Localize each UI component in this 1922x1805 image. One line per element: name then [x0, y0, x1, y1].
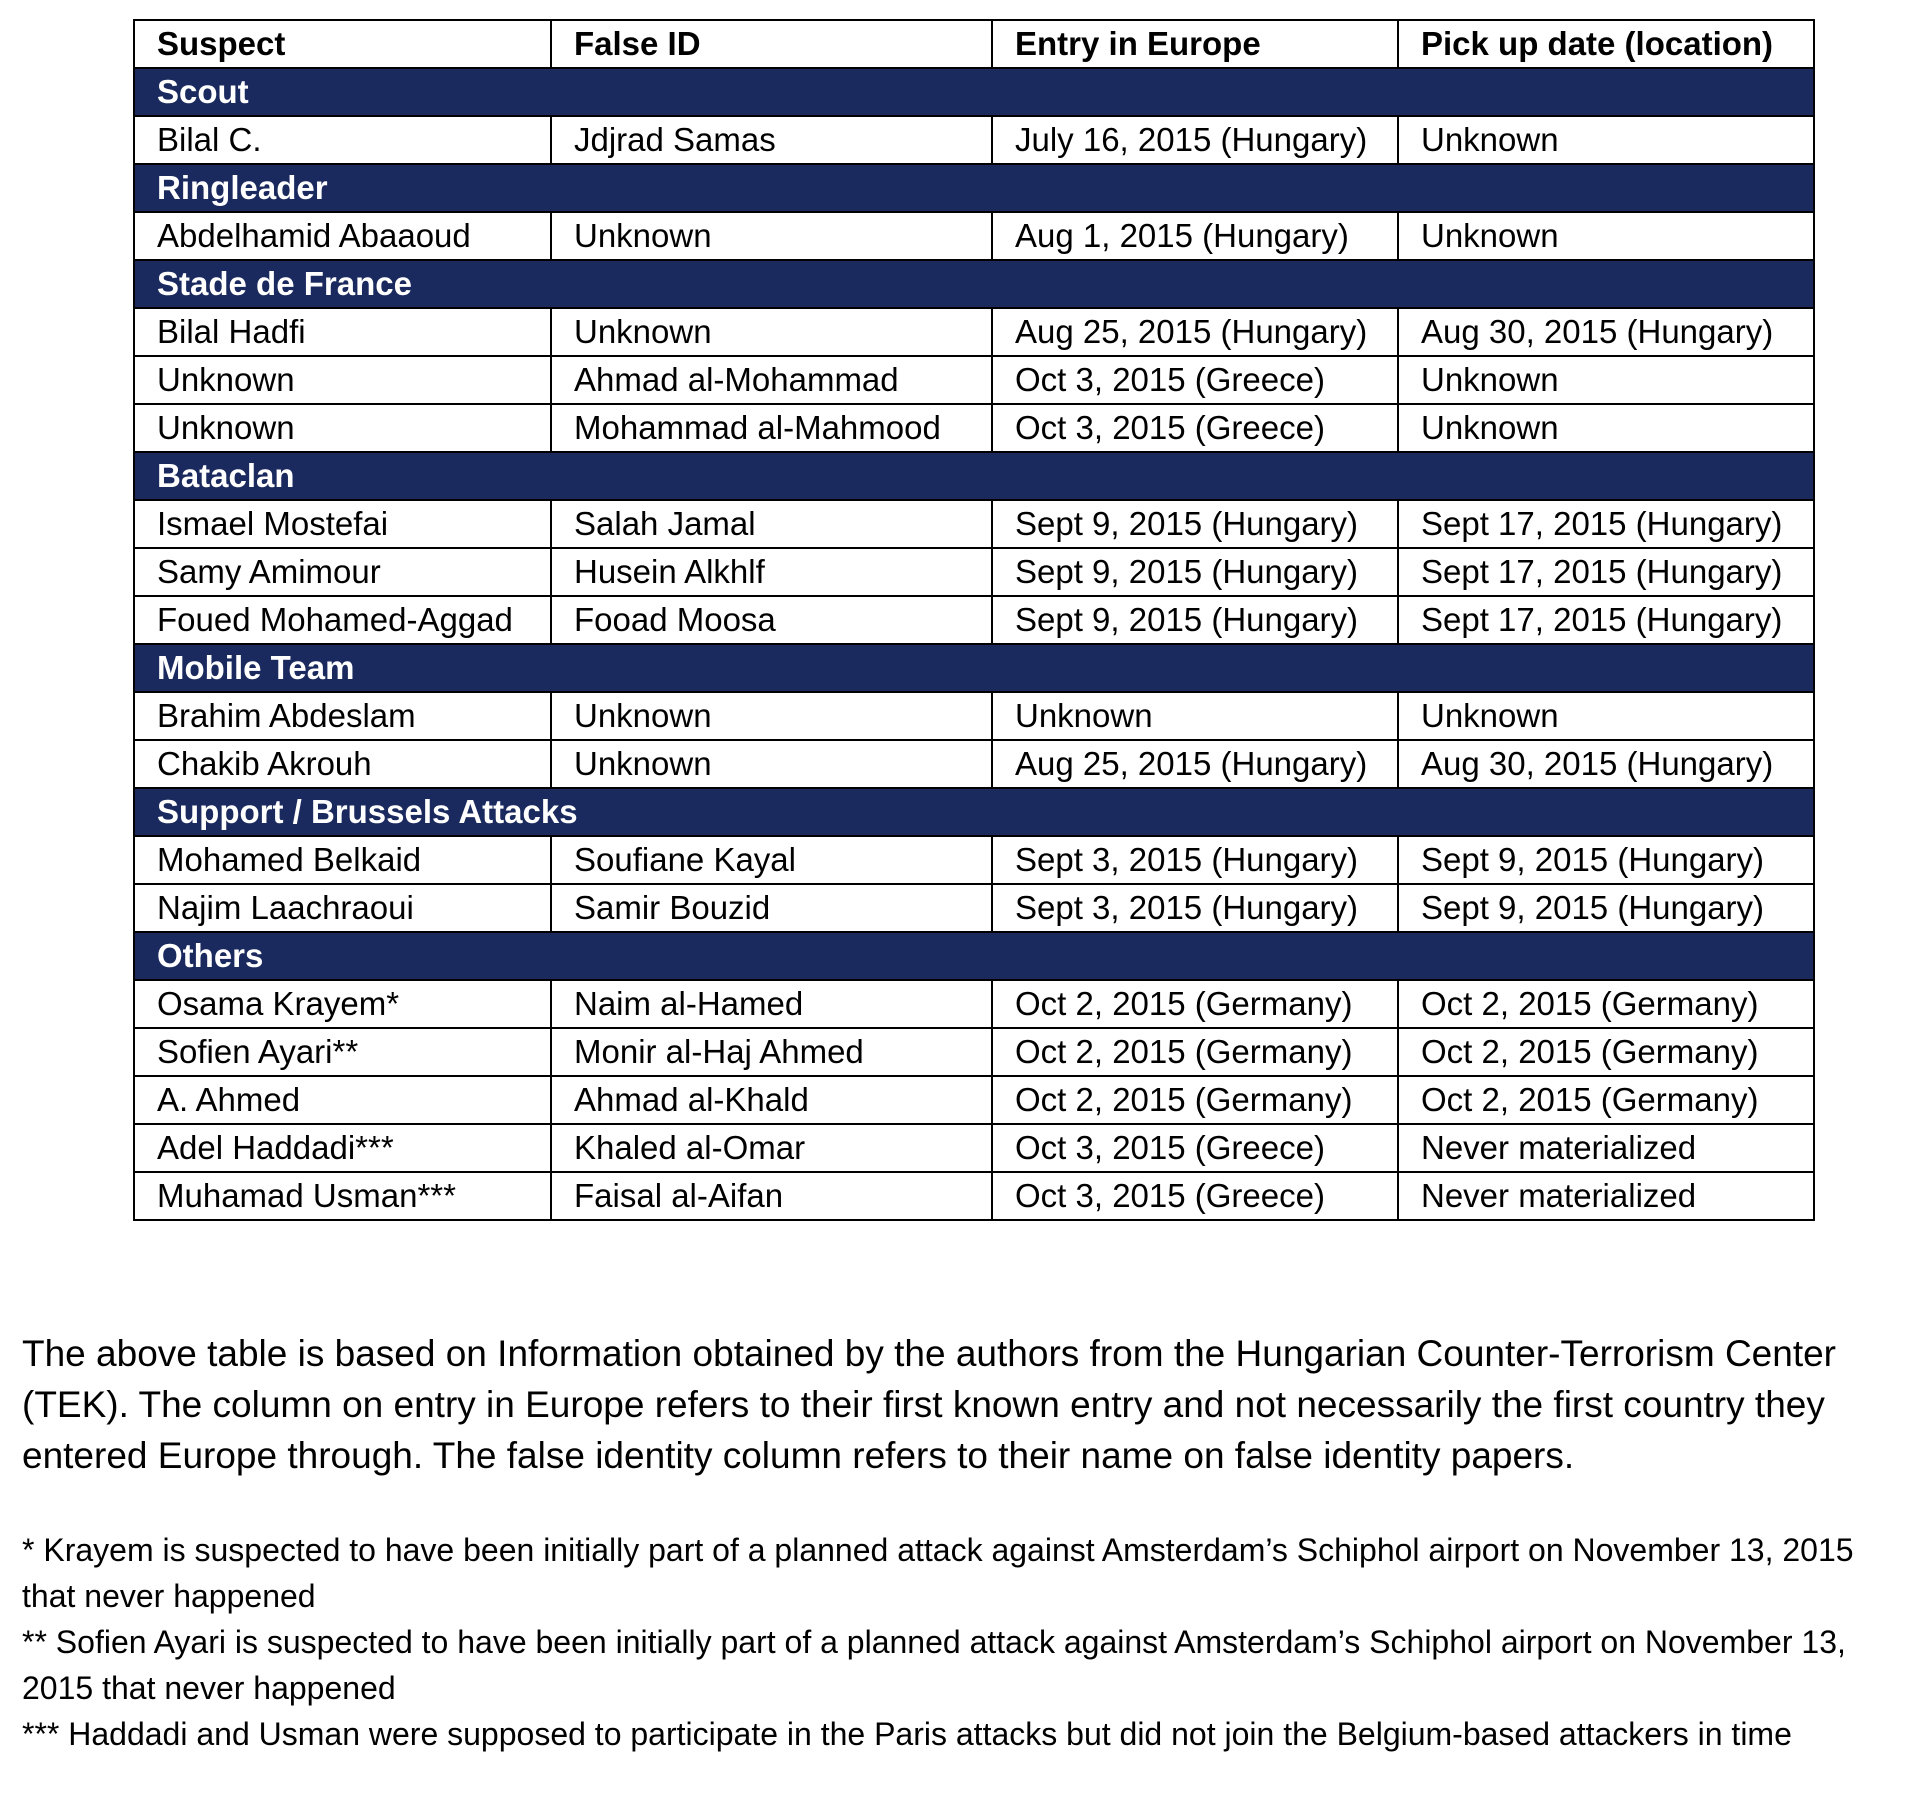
entry-cell: Oct 2, 2015 (Germany): [992, 980, 1398, 1028]
suspect-cell: Najim Laachraoui: [134, 884, 551, 932]
false-id-cell: Unknown: [551, 692, 992, 740]
table-source-note: The above table is based on Information obtained by the authors from the Hungarian Counter-Terrorism Center (TEK). The column on entry in Europe refers to their first known entry and not necessarily the first country they entered Europe through. The false identity column refers to their name on false identity papers.: [22, 1333, 1836, 1476]
table-body: [134, 68, 1814, 1220]
pickup-cell: Sept 17, 2015 (Hungary): [1398, 548, 1814, 596]
suspect-cell: Abdelhamid Abaaoud: [134, 212, 551, 260]
suspects-table: [133, 19, 1815, 1221]
pickup-cell: Unknown: [1398, 404, 1814, 452]
pickup-cell: Sept 9, 2015 (Hungary): [1398, 884, 1814, 932]
group-title: Others: [134, 932, 1814, 980]
group-header-row: [134, 788, 1814, 836]
table-row: [134, 212, 1814, 260]
suspect-cell: Chakib Akrouh: [134, 740, 551, 788]
suspect-cell: Mohamed Belkaid: [134, 836, 551, 884]
false-id-cell: Samir Bouzid: [551, 884, 992, 932]
entry-cell: July 16, 2015 (Hungary): [992, 116, 1398, 164]
false-id-cell: Monir al-Haj Ahmed: [551, 1028, 992, 1076]
header-entry-in-europe: Entry in Europe: [992, 20, 1398, 68]
group-title: Stade de France: [134, 260, 1814, 308]
suspect-cell: Adel Haddadi***: [134, 1124, 551, 1172]
suspect-cell: Brahim Abdeslam: [134, 692, 551, 740]
false-id-cell: Naim al-Hamed: [551, 980, 992, 1028]
entry-cell: Oct 3, 2015 (Greece): [992, 1172, 1398, 1220]
entry-cell: Sept 9, 2015 (Hungary): [992, 500, 1398, 548]
pickup-cell: Aug 30, 2015 (Hungary): [1398, 308, 1814, 356]
suspect-cell: Samy Amimour: [134, 548, 551, 596]
group-header-row: [134, 452, 1814, 500]
table-row: [134, 884, 1814, 932]
footnote-haddadi-usman: *** Haddadi and Usman were supposed to participate in the Paris attacks but did not join the Belgium-based attackers in time: [22, 1716, 1792, 1752]
entry-cell: Sept 9, 2015 (Hungary): [992, 548, 1398, 596]
pickup-cell: Oct 2, 2015 (Germany): [1398, 1076, 1814, 1124]
suspect-cell: Osama Krayem*: [134, 980, 551, 1028]
group-header-row: [134, 260, 1814, 308]
group-title: Support / Brussels Attacks: [134, 788, 1814, 836]
pickup-cell: Oct 2, 2015 (Germany): [1398, 1028, 1814, 1076]
footnote-krayem: * Krayem is suspected to have been initially part of a planned attack against Amsterdam’s Schiphol airport on November 13, 2015 that never happened: [22, 1532, 1854, 1614]
group-header-row: [134, 932, 1814, 980]
table-row: [134, 1172, 1814, 1220]
suspect-cell: Bilal Hadfi: [134, 308, 551, 356]
table-row: [134, 356, 1814, 404]
entry-cell: Aug 25, 2015 (Hungary): [992, 308, 1398, 356]
pickup-cell: Unknown: [1398, 116, 1814, 164]
entry-cell: Sept 9, 2015 (Hungary): [992, 596, 1398, 644]
entry-cell: Oct 2, 2015 (Germany): [992, 1028, 1398, 1076]
false-id-cell: Khaled al-Omar: [551, 1124, 992, 1172]
group-title: Ringleader: [134, 164, 1814, 212]
pickup-cell: Sept 17, 2015 (Hungary): [1398, 596, 1814, 644]
table-row: [134, 692, 1814, 740]
false-id-cell: Unknown: [551, 308, 992, 356]
false-id-cell: Jdjrad Samas: [551, 116, 992, 164]
false-id-cell: Fooad Moosa: [551, 596, 992, 644]
false-id-cell: Unknown: [551, 740, 992, 788]
suspect-cell: Ismael Mostefai: [134, 500, 551, 548]
group-header-row: [134, 164, 1814, 212]
group-title: Bataclan: [134, 452, 1814, 500]
pickup-cell: Aug 30, 2015 (Hungary): [1398, 740, 1814, 788]
header-suspect: Suspect: [134, 20, 551, 68]
pickup-cell: Never materialized: [1398, 1172, 1814, 1220]
header-false-id: False ID: [551, 20, 992, 68]
header-row: [134, 20, 1814, 68]
table-row: [134, 116, 1814, 164]
group-header-row: [134, 68, 1814, 116]
group-header-row: [134, 644, 1814, 692]
entry-cell: Aug 25, 2015 (Hungary): [992, 740, 1398, 788]
entry-cell: Oct 2, 2015 (Germany): [992, 1076, 1398, 1124]
table-row: [134, 596, 1814, 644]
false-id-cell: Soufiane Kayal: [551, 836, 992, 884]
suspect-cell: Muhamad Usman***: [134, 1172, 551, 1220]
table-header: [134, 20, 1814, 68]
entry-cell: Oct 3, 2015 (Greece): [992, 1124, 1398, 1172]
header-pick-up-date: Pick up date (location): [1398, 20, 1814, 68]
entry-cell: Oct 3, 2015 (Greece): [992, 404, 1398, 452]
table-row: [134, 980, 1814, 1028]
entry-cell: Unknown: [992, 692, 1398, 740]
footnote-ayari: ** Sofien Ayari is suspected to have been initially part of a planned attack against Amsterdam’s Schiphol airport on November 13, 2015 that never happened: [22, 1624, 1846, 1706]
suspect-cell: Foued Mohamed-Aggad: [134, 596, 551, 644]
false-id-cell: Unknown: [551, 212, 992, 260]
pickup-cell: Sept 17, 2015 (Hungary): [1398, 500, 1814, 548]
pickup-cell: Sept 9, 2015 (Hungary): [1398, 836, 1814, 884]
false-id-cell: Ahmad al-Khald: [551, 1076, 992, 1124]
table-row: [134, 1124, 1814, 1172]
pickup-cell: Unknown: [1398, 356, 1814, 404]
table-row: [134, 1028, 1814, 1076]
pickup-cell: Unknown: [1398, 212, 1814, 260]
false-id-cell: Husein Alkhlf: [551, 548, 992, 596]
table-row: [134, 836, 1814, 884]
group-title: Mobile Team: [134, 644, 1814, 692]
pickup-cell: Oct 2, 2015 (Germany): [1398, 980, 1814, 1028]
pickup-cell: Never materialized: [1398, 1124, 1814, 1172]
suspect-cell: Sofien Ayari**: [134, 1028, 551, 1076]
false-id-cell: Ahmad al-Mohammad: [551, 356, 992, 404]
suspect-cell: A. Ahmed: [134, 1076, 551, 1124]
entry-cell: Sept 3, 2015 (Hungary): [992, 836, 1398, 884]
entry-cell: Oct 3, 2015 (Greece): [992, 356, 1398, 404]
footnotes: [22, 1527, 1912, 1757]
table-row: [134, 500, 1814, 548]
table-row: [134, 740, 1814, 788]
entry-cell: Sept 3, 2015 (Hungary): [992, 884, 1398, 932]
suspect-cell: Unknown: [134, 404, 551, 452]
pickup-cell: Unknown: [1398, 692, 1814, 740]
entry-cell: Aug 1, 2015 (Hungary): [992, 212, 1398, 260]
false-id-cell: Salah Jamal: [551, 500, 992, 548]
table-row: [134, 1076, 1814, 1124]
group-title: Scout: [134, 68, 1814, 116]
false-id-cell: Mohammad al-Mahmood: [551, 404, 992, 452]
suspect-cell: Unknown: [134, 356, 551, 404]
false-id-cell: Faisal al-Aifan: [551, 1172, 992, 1220]
table-row: [134, 548, 1814, 596]
suspect-cell: Bilal C.: [134, 116, 551, 164]
table-row: [134, 308, 1814, 356]
table-row: [134, 404, 1814, 452]
